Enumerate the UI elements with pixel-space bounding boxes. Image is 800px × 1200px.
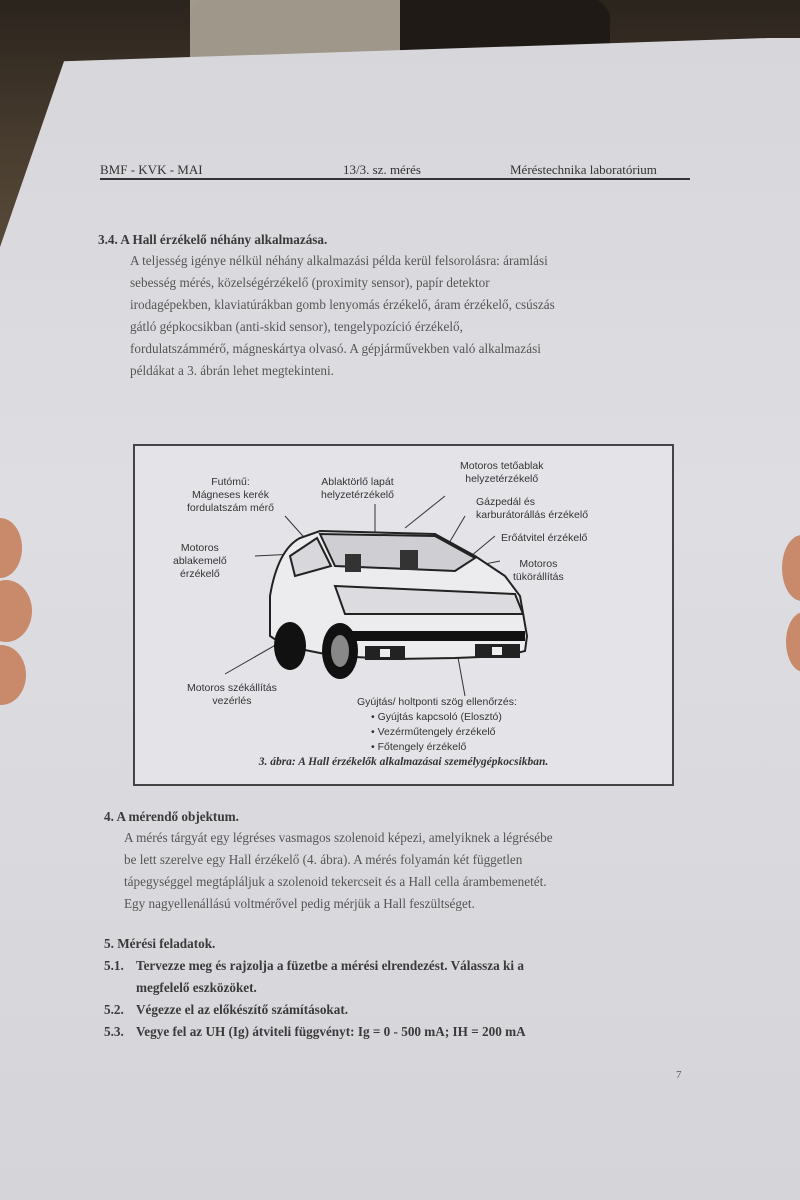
task-5-3-number: 5.3.	[104, 1024, 124, 1039]
header-rule	[100, 178, 690, 180]
section-4-line: A mérés tárgyát egy légréses vasmagos szolenoid képezi, amelyiknek a légrésébe	[124, 830, 553, 845]
page-number: 7	[676, 1069, 682, 1081]
label-gyujtas-item: • Főtengely érzékelő	[371, 741, 467, 753]
section-4-line: Egy nagyellenállású voltmérővel pedig mérjük a Hall feszültséget.	[124, 896, 475, 911]
section-5-title: 5. Mérési feladatok.	[104, 936, 216, 951]
label-gyujtas: Gyújtás/ holtponti szög ellenőrzés:	[357, 696, 517, 708]
label-ablakemelo: Motoros ablakemelő érzékelő	[173, 542, 227, 580]
label-gyujtas-item: • Vezérműtengely érzékelő	[371, 726, 496, 738]
label-gazpedal: Gázpedál és karburátorállás érzékelő	[476, 496, 589, 521]
section-4-line: be lett szerelve egy Hall érzékelő (4. ábra). A mérés folyamán két független	[124, 852, 523, 867]
label-gyujtas-item-text: Vezérműtengely érzékelő	[377, 726, 496, 738]
label-tukorallitas: Motoros tükörállítás	[513, 558, 564, 583]
figure-3-box	[133, 444, 674, 786]
section-4-title: 4. A mérendő objektum.	[104, 809, 239, 824]
section-3-4-line: irodagépekben, klaviatúrákban gomb lenyomás érzékelő, áram érzékelő, csúszás	[130, 297, 555, 312]
label-tetoablak: Motoros tetőablak helyzetérzékelő	[460, 460, 544, 485]
figure-caption: 3. ábra: A Hall érzékelők alkalmazásai személygépkocsikban.	[258, 756, 549, 768]
section-3-4-line: A teljesség igénye nélkül néhány alkalmazási példa kerül felsorolásra: áramlási	[130, 253, 548, 268]
section-3-4-line: gátló gépkocsikban (anti-skid sensor), tengelypozíció érzékelő,	[130, 319, 463, 334]
task-5-2-text: Végezze el az előkészítő számításokat.	[136, 1002, 349, 1017]
section-3-4-title: 3.4. A Hall érzékelő néhány alkalmazása.	[98, 232, 328, 247]
label-szekallitas: Motoros székállítás vezérlés	[187, 682, 277, 707]
task-5-2-number: 5.2.	[104, 1002, 124, 1017]
header-left: BMF - KVK - MAI	[100, 162, 203, 177]
header-right: Méréstechnika laboratórium	[510, 162, 657, 177]
section-3-4-line: fordulatszámmérő, mágneskártya olvasó. A gépjárművekben való alkalmazási	[130, 341, 541, 356]
header-center: 13/3. sz. mérés	[343, 162, 421, 177]
label-eroatvitel: Erőátvitel érzékelő	[501, 532, 588, 544]
task-5-3-text: Vegye fel az UH (Ig) átviteli függvényt: Ig = 0 - 500 mA; IH = 200 mA	[136, 1024, 526, 1039]
label-gyujtas-item-text: Főtengely érzékelő	[377, 741, 467, 753]
task-5-1-text-cont: megfelelő eszközöket.	[136, 980, 257, 995]
section-3-4-line: példákat a 3. ábrán lehet megtekinteni.	[130, 363, 334, 378]
label-gyujtas-item: • Gyújtás kapcsoló (Elosztó)	[371, 711, 502, 723]
section-3-4-line: sebesség mérés, közelségérzékelő (proximity sensor), papír detektor	[130, 275, 490, 290]
task-5-1-text: Tervezze meg és rajzolja a füzetbe a mérési elrendezést. Válassza ki a	[136, 958, 524, 973]
label-futomu: Futómű: Mágneses kerék fordulatszám mérő	[187, 476, 274, 514]
label-ablaktorlo: Ablaktörlő lapát helyzetérzékelő	[321, 476, 394, 501]
task-5-1-number: 5.1.	[104, 958, 124, 973]
section-4-line: tápegységgel megtápláljuk a szolenoid tekercseit és a Hall cella árambemenetét.	[124, 874, 547, 889]
label-gyujtas-item-text: Gyújtás kapcsoló (Elosztó)	[377, 711, 502, 723]
